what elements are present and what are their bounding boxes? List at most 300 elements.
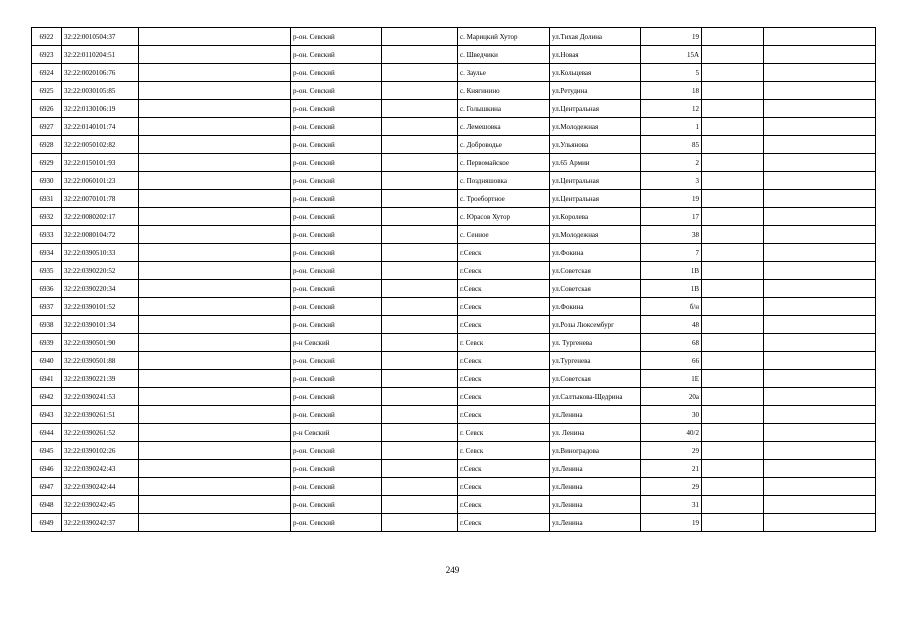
cell-street: ул.Розы Люксембург (550, 316, 641, 334)
cell-settlement: г. Севск (458, 334, 550, 352)
cell-settlement: г.Севск (458, 352, 550, 370)
cell-empty (764, 370, 876, 388)
cell-cadastral-number: 32:22:0390101:52 (62, 298, 139, 316)
cell-empty (702, 262, 764, 280)
cell-cadastral-number: 32:22:0390242:43 (62, 460, 139, 478)
table-row (32, 118, 876, 136)
cell-district: р-н Севский (291, 424, 382, 442)
cell-empty (139, 496, 291, 514)
cell-house: 1 (641, 118, 702, 136)
cell-house: 5 (641, 64, 702, 82)
cell-empty (139, 190, 291, 208)
cell-empty (702, 154, 764, 172)
cell-empty (139, 136, 291, 154)
cell-district: р-он. Севский (291, 118, 382, 136)
cell-street: ул.Фокина (550, 298, 641, 316)
cell-number: 6925 (32, 82, 62, 100)
cell-empty (139, 154, 291, 172)
cell-settlement: г.Севск (458, 388, 550, 406)
cell-settlement: г.Севск (458, 316, 550, 334)
cell-empty (382, 478, 458, 496)
cell-empty (764, 208, 876, 226)
cell-cadastral-number: 32:22:0150101:93 (62, 154, 139, 172)
cell-settlement: с. Марицкий Хутор (458, 28, 550, 46)
cell-district: р-он. Севский (291, 280, 382, 298)
cell-empty (139, 118, 291, 136)
cell-empty (382, 82, 458, 100)
cell-house: 40/2 (641, 424, 702, 442)
cell-empty (139, 262, 291, 280)
cell-cadastral-number: 32:22:0390242:45 (62, 496, 139, 514)
table-row (32, 514, 876, 532)
cell-district: р-он. Севский (291, 190, 382, 208)
cell-number: 6933 (32, 226, 62, 244)
cell-street: ул.Новая (550, 46, 641, 64)
cell-cadastral-number: 32:22:0390501:88 (62, 352, 139, 370)
cell-number: 6929 (32, 154, 62, 172)
table-row (32, 226, 876, 244)
cell-district: р-он. Севский (291, 172, 382, 190)
cell-empty (702, 388, 764, 406)
cell-cadastral-number: 32:22:0390220:34 (62, 280, 139, 298)
cell-settlement: с. Лемешовка (458, 118, 550, 136)
cell-empty (382, 298, 458, 316)
cell-house: 12 (641, 100, 702, 118)
cell-number: 6931 (32, 190, 62, 208)
cell-district: р-он. Севский (291, 262, 382, 280)
cell-house: 1В (641, 262, 702, 280)
cell-settlement: с. Поздняшовка (458, 172, 550, 190)
cell-number: 6923 (32, 46, 62, 64)
table-row (32, 316, 876, 334)
cell-empty (139, 280, 291, 298)
table-row (32, 82, 876, 100)
cell-street: ул.Тургенева (550, 352, 641, 370)
cell-cadastral-number: 32:22:0080202:17 (62, 208, 139, 226)
cell-cadastral-number: 32:22:0130106:19 (62, 100, 139, 118)
cell-empty (764, 406, 876, 424)
cell-empty (382, 136, 458, 154)
cell-street: ул.Советская (550, 262, 641, 280)
cell-empty (702, 208, 764, 226)
cell-empty (764, 460, 876, 478)
cell-number: 6947 (32, 478, 62, 496)
cell-empty (702, 478, 764, 496)
cell-street: ул.Тихая Долина (550, 28, 641, 46)
cell-number: 6948 (32, 496, 62, 514)
cell-empty (382, 406, 458, 424)
cell-empty (764, 352, 876, 370)
table-row (32, 244, 876, 262)
cell-street: ул.Советская (550, 370, 641, 388)
table-row (32, 280, 876, 298)
cell-empty (382, 64, 458, 82)
cell-empty (764, 64, 876, 82)
cell-empty (382, 316, 458, 334)
cell-settlement: г. Севск (458, 442, 550, 460)
cell-district: р-он. Севский (291, 298, 382, 316)
cell-empty (139, 244, 291, 262)
cell-empty (764, 316, 876, 334)
cell-settlement: г.Севск (458, 262, 550, 280)
cell-house: 30 (641, 406, 702, 424)
cell-empty (139, 388, 291, 406)
cell-street: ул.Салтыкова-Щедрина (550, 388, 641, 406)
table-row (32, 100, 876, 118)
cell-settlement: с. Княгинино (458, 82, 550, 100)
cell-empty (702, 82, 764, 100)
cell-street: ул.Молодежная (550, 118, 641, 136)
cell-cadastral-number: 32:22:0390101:34 (62, 316, 139, 334)
cell-cadastral-number: 32:22:0390261:52 (62, 424, 139, 442)
cell-house: 29 (641, 478, 702, 496)
cell-settlement: с. Юрасов Хутор (458, 208, 550, 226)
cell-street: ул.Ленина (550, 460, 641, 478)
cell-house: 20а (641, 388, 702, 406)
cell-street: ул.Ретудина (550, 82, 641, 100)
table-row (32, 28, 876, 46)
cell-cadastral-number: 32:22:0060101:23 (62, 172, 139, 190)
cell-empty (702, 442, 764, 460)
cell-empty (139, 370, 291, 388)
cell-house: 31 (641, 496, 702, 514)
cell-empty (382, 334, 458, 352)
cell-house: 18 (641, 82, 702, 100)
cell-cadastral-number: 32:22:0390221:39 (62, 370, 139, 388)
table-row (32, 172, 876, 190)
cell-empty (139, 100, 291, 118)
cell-number: 6932 (32, 208, 62, 226)
table-row (32, 46, 876, 64)
cell-street: ул.Ленина (550, 478, 641, 496)
cell-empty (382, 388, 458, 406)
cell-house: 66 (641, 352, 702, 370)
cell-district: р-он. Севский (291, 136, 382, 154)
cell-empty (764, 118, 876, 136)
cell-empty (702, 136, 764, 154)
cell-street: ул.Центральная (550, 172, 641, 190)
cell-empty (382, 370, 458, 388)
cell-street: ул.Фокина (550, 244, 641, 262)
cell-empty (764, 82, 876, 100)
cell-empty (139, 298, 291, 316)
cell-settlement: г.Севск (458, 514, 550, 532)
cell-empty (702, 172, 764, 190)
cell-district: р-он. Севский (291, 370, 382, 388)
cell-cadastral-number: 32:22:0110204:51 (62, 46, 139, 64)
cell-number: 6945 (32, 442, 62, 460)
cell-street: ул.Ульянова (550, 136, 641, 154)
cell-cadastral-number: 32:22:0390242:37 (62, 514, 139, 532)
cell-house: 48 (641, 316, 702, 334)
cell-cadastral-number: 32:22:0080104:72 (62, 226, 139, 244)
cell-empty (702, 64, 764, 82)
cell-settlement: г.Севск (458, 244, 550, 262)
cell-house: 19 (641, 514, 702, 532)
cell-settlement: г.Севск (458, 478, 550, 496)
cell-empty (764, 46, 876, 64)
cell-empty (764, 424, 876, 442)
cell-cadastral-number: 32:22:0390261:51 (62, 406, 139, 424)
cell-district: р-он. Севский (291, 442, 382, 460)
cell-empty (764, 28, 876, 46)
cell-empty (702, 496, 764, 514)
cell-empty (764, 298, 876, 316)
cell-empty (139, 514, 291, 532)
cell-empty (764, 154, 876, 172)
cell-empty (764, 496, 876, 514)
cell-settlement: г.Севск (458, 406, 550, 424)
cell-district: р-он. Севский (291, 208, 382, 226)
table-row (32, 334, 876, 352)
cell-number: 6935 (32, 262, 62, 280)
cell-settlement: г.Севск (458, 280, 550, 298)
cell-district: р-он. Севский (291, 244, 382, 262)
cell-street: ул.Центральная (550, 100, 641, 118)
table-row (32, 424, 876, 442)
cell-street: ул.Ленина (550, 514, 641, 532)
cell-empty (139, 46, 291, 64)
cell-district: р-он. Севский (291, 406, 382, 424)
cell-empty (764, 136, 876, 154)
cell-cadastral-number: 32:22:0070101:78 (62, 190, 139, 208)
cell-number: 6942 (32, 388, 62, 406)
cell-cadastral-number: 32:22:0140101:74 (62, 118, 139, 136)
cell-district: р-он. Севский (291, 316, 382, 334)
cell-empty (764, 388, 876, 406)
cell-number: 6927 (32, 118, 62, 136)
cell-empty (382, 46, 458, 64)
cell-empty (382, 154, 458, 172)
cell-empty (702, 460, 764, 478)
cell-empty (702, 370, 764, 388)
cell-settlement: с. Голышкина (458, 100, 550, 118)
cell-street: ул.Советская (550, 280, 641, 298)
cell-district: р-он. Севский (291, 514, 382, 532)
cell-house: 21 (641, 460, 702, 478)
cell-settlement: с. Заулье (458, 64, 550, 82)
cell-house: 68 (641, 334, 702, 352)
cell-empty (764, 226, 876, 244)
cell-number: 6941 (32, 370, 62, 388)
cell-empty (702, 280, 764, 298)
cell-empty (764, 334, 876, 352)
cell-empty (764, 244, 876, 262)
registry-table-body (32, 28, 876, 532)
cell-empty (382, 226, 458, 244)
cell-number: 6936 (32, 280, 62, 298)
cell-street: ул. Тургенева (550, 334, 641, 352)
cell-empty (139, 424, 291, 442)
table-row (32, 154, 876, 172)
cell-number: 6922 (32, 28, 62, 46)
table-row (32, 262, 876, 280)
cell-street: ул.Ленина (550, 406, 641, 424)
table-row (32, 478, 876, 496)
cell-district: р-он. Севский (291, 460, 382, 478)
cell-settlement: г. Севск (458, 424, 550, 442)
cell-empty (382, 208, 458, 226)
cell-empty (382, 100, 458, 118)
cell-empty (764, 190, 876, 208)
cell-house: 3 (641, 172, 702, 190)
cell-district: р-он. Севский (291, 100, 382, 118)
cell-number: 6943 (32, 406, 62, 424)
cell-empty (139, 82, 291, 100)
cell-empty (702, 424, 764, 442)
cell-number: 6937 (32, 298, 62, 316)
cell-empty (382, 514, 458, 532)
cell-empty (382, 424, 458, 442)
table-row (32, 442, 876, 460)
cell-empty (702, 334, 764, 352)
cell-number: 6930 (32, 172, 62, 190)
cell-empty (702, 244, 764, 262)
cell-empty (764, 262, 876, 280)
cell-empty (382, 442, 458, 460)
cell-empty (764, 172, 876, 190)
cell-empty (702, 406, 764, 424)
cell-empty (702, 46, 764, 64)
cell-empty (702, 118, 764, 136)
cell-empty (139, 478, 291, 496)
cell-district: р-он. Севский (291, 352, 382, 370)
cell-cadastral-number: 32:22:0390220:52 (62, 262, 139, 280)
cell-number: 6924 (32, 64, 62, 82)
cell-empty (702, 226, 764, 244)
cell-empty (382, 352, 458, 370)
cell-empty (139, 442, 291, 460)
cell-empty (702, 298, 764, 316)
cell-settlement: с. Сенное (458, 226, 550, 244)
cell-empty (764, 100, 876, 118)
cell-empty (139, 460, 291, 478)
table-row (32, 370, 876, 388)
cell-empty (382, 118, 458, 136)
cell-empty (764, 514, 876, 532)
cell-street: ул.Королева (550, 208, 641, 226)
cell-street: ул.Ленина (550, 496, 641, 514)
table-row (32, 298, 876, 316)
cell-number: 6940 (32, 352, 62, 370)
cell-empty (702, 514, 764, 532)
cell-number: 6928 (32, 136, 62, 154)
cell-district: р-он. Севский (291, 478, 382, 496)
cell-district: р-он. Севский (291, 28, 382, 46)
table-row (32, 208, 876, 226)
cell-cadastral-number: 32:22:0050102:82 (62, 136, 139, 154)
cell-empty (702, 28, 764, 46)
cell-empty (382, 460, 458, 478)
cell-empty (764, 280, 876, 298)
cell-settlement: с. Шведчики (458, 46, 550, 64)
cell-settlement: с. Первомайское (458, 154, 550, 172)
cell-empty (139, 172, 291, 190)
cell-empty (139, 28, 291, 46)
table-row (32, 388, 876, 406)
cell-house: б/н (641, 298, 702, 316)
cell-cadastral-number: 32:22:0390510:33 (62, 244, 139, 262)
cell-house: 19 (641, 28, 702, 46)
table-row (32, 352, 876, 370)
cell-district: р-н Севский (291, 334, 382, 352)
cell-settlement: г.Севск (458, 370, 550, 388)
cell-empty (139, 352, 291, 370)
table-row (32, 64, 876, 82)
cell-district: р-он. Севский (291, 82, 382, 100)
cell-house: 1Е (641, 370, 702, 388)
cell-house: 15А (641, 46, 702, 64)
cell-street: ул.Виноградова (550, 442, 641, 460)
table-row (32, 460, 876, 478)
cell-empty (382, 190, 458, 208)
cell-settlement: с. Доброводье (458, 136, 550, 154)
cell-settlement: г.Севск (458, 496, 550, 514)
cell-number: 6934 (32, 244, 62, 262)
cell-number: 6939 (32, 334, 62, 352)
cell-house: 2 (641, 154, 702, 172)
table-row (32, 406, 876, 424)
cell-empty (139, 226, 291, 244)
cell-empty (764, 478, 876, 496)
table-row (32, 190, 876, 208)
cell-empty (702, 316, 764, 334)
cell-settlement: с. Троебортное (458, 190, 550, 208)
cell-house: 29 (641, 442, 702, 460)
cell-empty (702, 100, 764, 118)
cell-empty (139, 316, 291, 334)
cell-district: р-он. Севский (291, 496, 382, 514)
cell-street: ул.65 Армии (550, 154, 641, 172)
cell-empty (382, 244, 458, 262)
registry-table (31, 27, 876, 532)
cell-cadastral-number: 32:22:0020106:76 (62, 64, 139, 82)
cell-street: ул.Кольцевая (550, 64, 641, 82)
cell-district: р-он. Севский (291, 46, 382, 64)
cell-cadastral-number: 32:22:0390242:44 (62, 478, 139, 496)
cell-empty (702, 190, 764, 208)
cell-empty (382, 28, 458, 46)
cell-empty (382, 172, 458, 190)
cell-number: 6938 (32, 316, 62, 334)
table-row (32, 496, 876, 514)
cell-cadastral-number: 32:22:0390241:53 (62, 388, 139, 406)
cell-district: р-он. Севский (291, 388, 382, 406)
cell-empty (139, 64, 291, 82)
cell-cadastral-number: 32:22:0390501:90 (62, 334, 139, 352)
cell-empty (139, 406, 291, 424)
cell-empty (764, 442, 876, 460)
cell-street: ул. Ленина (550, 424, 641, 442)
cell-empty (139, 334, 291, 352)
cell-house: 38 (641, 226, 702, 244)
cell-district: р-он. Севский (291, 64, 382, 82)
cell-street: ул.Центральная (550, 190, 641, 208)
cell-street: ул.Молодежная (550, 226, 641, 244)
cell-house: 85 (641, 136, 702, 154)
cell-settlement: г.Севск (458, 460, 550, 478)
cell-empty (382, 496, 458, 514)
cell-house: 17 (641, 208, 702, 226)
cell-number: 6946 (32, 460, 62, 478)
cell-cadastral-number: 32:22:0030105:85 (62, 82, 139, 100)
cell-house: 1В (641, 280, 702, 298)
cell-number: 6949 (32, 514, 62, 532)
cell-empty (382, 280, 458, 298)
cell-house: 19 (641, 190, 702, 208)
cell-district: р-он. Севский (291, 154, 382, 172)
cell-settlement: г.Севск (458, 298, 550, 316)
